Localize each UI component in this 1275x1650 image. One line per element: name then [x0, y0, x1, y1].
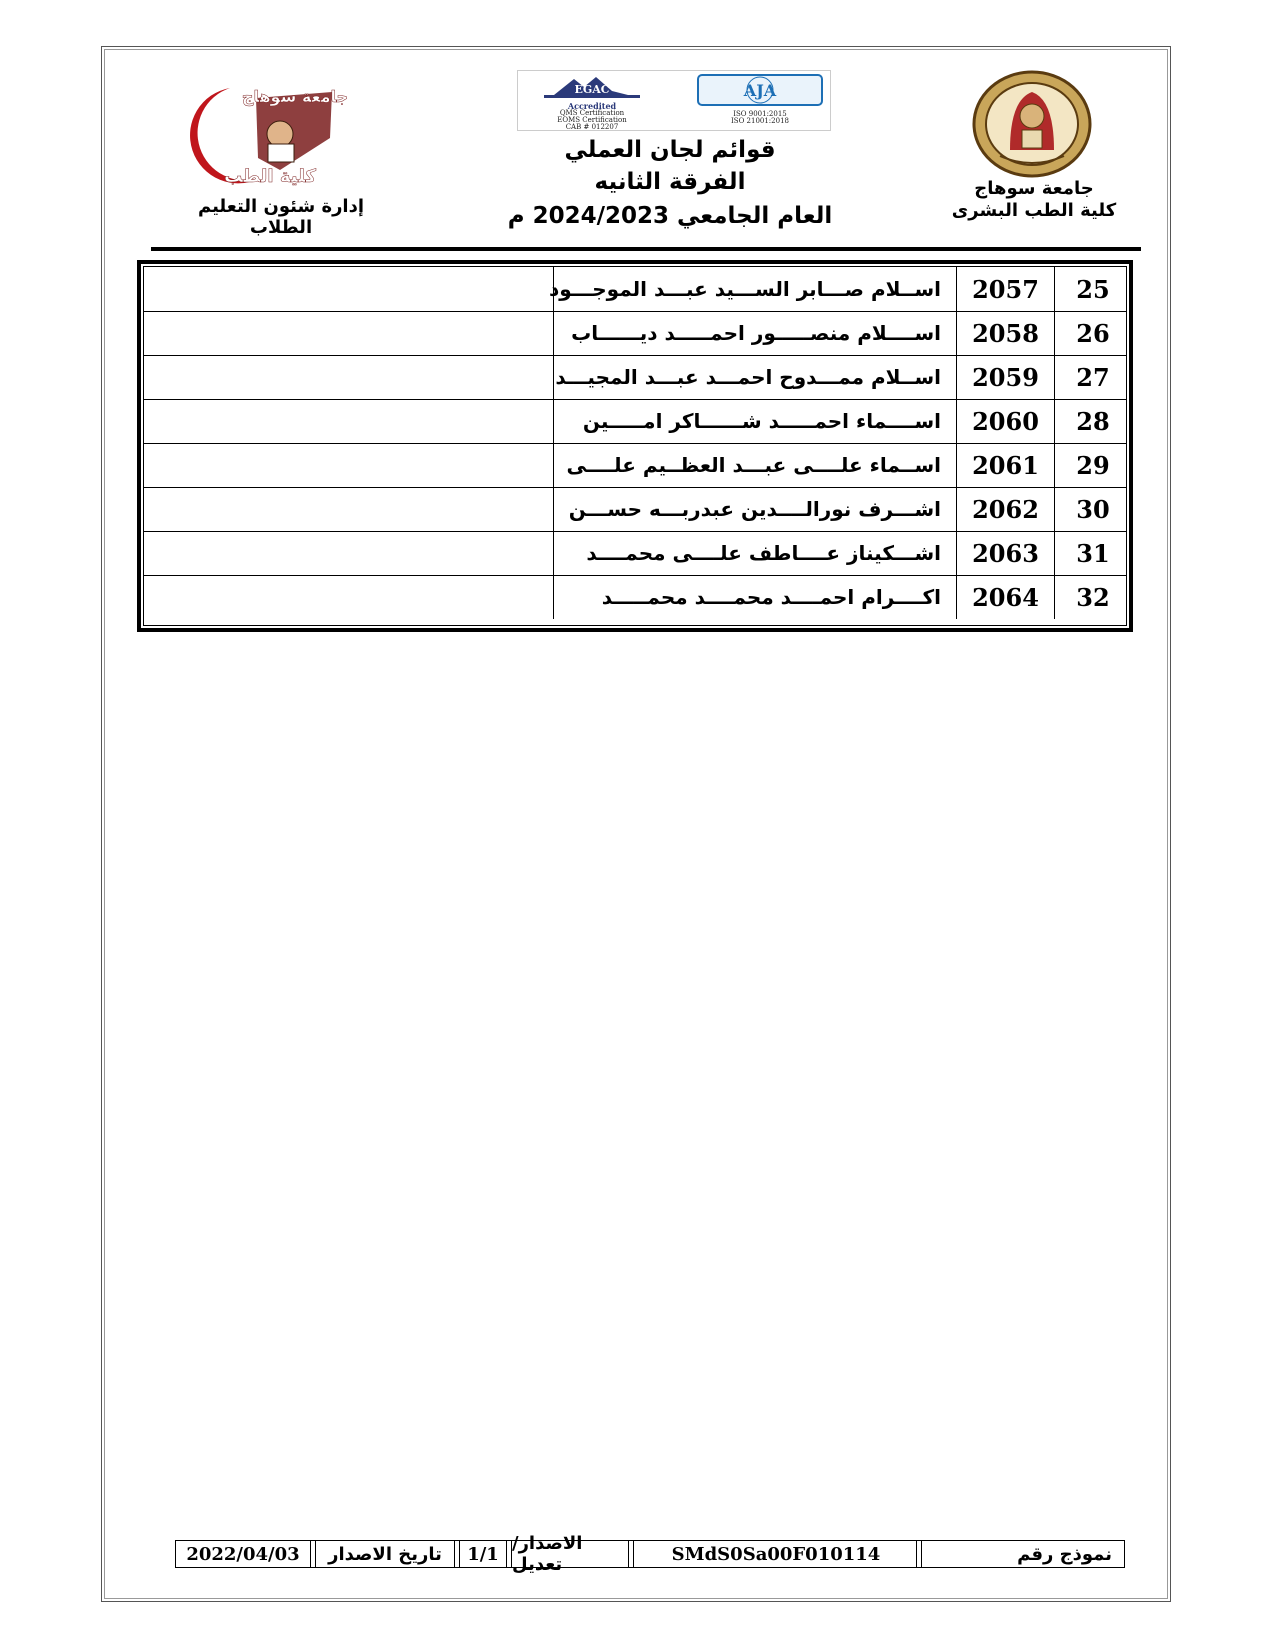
table-row — [144, 267, 1126, 312]
footer-divider — [506, 1541, 512, 1567]
row-number: 25 — [1076, 274, 1110, 304]
faculty-line: كلية الطب البشرى — [951, 200, 1117, 221]
row-number: 27 — [1076, 362, 1110, 392]
egac-line: QMS Certification — [559, 109, 625, 117]
blank-cell — [144, 267, 552, 311]
document-title — [505, 134, 835, 234]
row-number: 31 — [1076, 538, 1110, 568]
footer-divider — [310, 1541, 316, 1567]
sohag-university-emblem — [970, 70, 1094, 178]
seat-number: 2059 — [956, 355, 1055, 399]
seat-number: 2061 — [956, 443, 1055, 487]
seat-number: 2060 — [956, 399, 1055, 443]
egac-logo — [524, 73, 660, 131]
seat-number: 2058 — [956, 311, 1055, 355]
row-number: 30 — [1076, 494, 1110, 524]
students-table — [137, 260, 1133, 632]
issue-date-value: 2022/04/03 — [186, 1543, 300, 1565]
row-number: 32 — [1076, 582, 1110, 612]
aja-line: ISO 9001:2015 — [733, 110, 787, 118]
row-number: 29 — [1076, 450, 1110, 480]
seat-number: 2057 — [956, 267, 1055, 311]
egac-status: Accredited — [567, 101, 617, 111]
faculty-medicine-logo — [160, 78, 355, 188]
logo-text-university: جامعة سوهاج — [241, 87, 349, 106]
aja-logo — [696, 73, 824, 128]
seat-number: 2062 — [956, 487, 1055, 531]
footer-divider — [916, 1541, 922, 1567]
egac-line: CAB # 012207 — [565, 123, 619, 131]
blank-cell — [144, 487, 552, 531]
blank-cell — [144, 355, 552, 399]
form-number-value: SMdS0Sa00F010114 — [671, 1543, 881, 1565]
table-row — [144, 355, 1126, 400]
blank-cell — [144, 399, 552, 443]
university-line: جامعة سوهاج — [974, 178, 1094, 199]
blank-cell — [144, 575, 552, 619]
aja-name: AJA — [743, 81, 777, 100]
student-name: اســــماء احمـــــد شــــــاكر امـــــين — [553, 399, 955, 443]
student-name: اشـــرف نورالــــدين عبدربـــه حســـن — [553, 487, 955, 531]
egac-name: EGAC — [574, 83, 610, 96]
aja-line: ISO 21001:2018 — [731, 117, 789, 125]
accreditation-logos — [517, 70, 831, 131]
student-name: اســلام ممـــدوح احمـــد عبـــد المجيـــد — [553, 355, 955, 399]
student-name: اســــلام منصـــــور احمـــــد ديــــــاب — [553, 311, 955, 355]
student-name: اشـــكيناز عــــاطف علــــى محمــــد — [553, 531, 955, 575]
blank-cell — [144, 311, 552, 355]
university-name — [950, 178, 1118, 222]
logo-text-faculty: كلية الطب — [224, 166, 316, 187]
student-name: اســلام صـــابر الســـيد عبـــد الموجـــود — [553, 267, 955, 311]
version-value: 1/1 — [467, 1543, 499, 1565]
student-affairs-dept: إدارة شئون التعليم الطلاب — [197, 196, 365, 238]
seat-number: 2064 — [956, 575, 1055, 619]
table-row — [144, 399, 1126, 444]
issue-date-label: تاريخ الاصدار — [328, 1543, 442, 1565]
table-row — [144, 575, 1126, 619]
table-row — [144, 487, 1126, 532]
table-row — [144, 531, 1126, 576]
title-year-level: الفرقة الثانيه — [594, 169, 746, 195]
form-number-label: نموذج رقم — [1017, 1543, 1112, 1565]
row-number: 28 — [1076, 406, 1110, 436]
egac-line: EOMS Certification — [557, 116, 627, 124]
row-number: 26 — [1076, 318, 1110, 348]
form-footer — [175, 1533, 1125, 1575]
students-table-body — [143, 266, 1127, 626]
table-row — [144, 311, 1126, 356]
student-name: اكــــرام احمــــد محمــــد محمـــــد — [553, 575, 955, 619]
title-committees: قوائم لجان العملي — [564, 137, 776, 163]
footer-divider — [454, 1541, 460, 1567]
blank-cell — [144, 531, 552, 575]
header-divider — [151, 247, 1141, 251]
seat-number: 2063 — [956, 531, 1055, 575]
title-academic-year: العام الجامعي 2024/2023 م — [507, 203, 833, 229]
version-label: الاصدار/تعديل — [512, 1533, 583, 1575]
student-name: اســماء علــــى عبـــد العظــيم علــــى — [553, 443, 955, 487]
table-row — [144, 443, 1126, 488]
footer-divider — [628, 1541, 634, 1567]
blank-cell — [144, 443, 552, 487]
